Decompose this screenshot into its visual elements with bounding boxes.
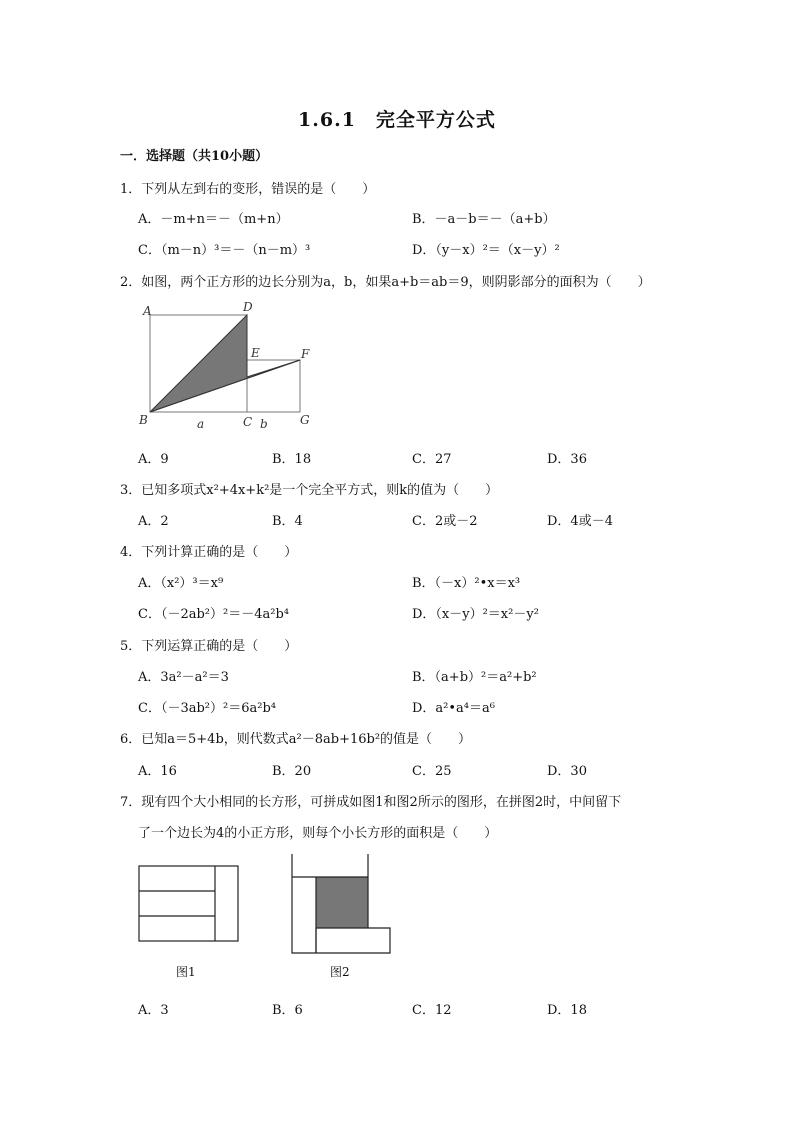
q5-option-c[interactable]: C．（－3ab²）²＝6a²b⁴ [138,701,276,716]
square-figure [140,300,320,435]
q5-option-b[interactable]: B．（a+b）²＝a²+b² [412,670,537,685]
label-b-point: B [139,413,148,427]
section-heading: 一．选择题（共10小题） [120,149,269,164]
q1-option-c[interactable]: C．（m－n）³＝－（n－m）³ [138,243,311,258]
question-6-stem: 6．已知a＝5+4b，则代数式a²－8ab+16b²的值是（ ） [120,732,472,747]
q7-option-a[interactable]: A．3 [138,1003,169,1018]
q3-option-a[interactable]: A．2 [138,514,169,529]
label-d-point: D [243,300,253,314]
fig1-outer [139,866,238,941]
q1-option-a[interactable]: A．－m+n＝－（m+n） [138,212,289,227]
q4-option-b[interactable]: B．（－x）²•x＝x³ [412,576,521,591]
q5-option-a[interactable]: A．3a²－a²＝3 [138,670,229,685]
fig2-shaded-square [316,877,368,928]
label-g-point: G [300,413,310,427]
question-1-stem: 1．下列从左到右的变形，错误的是（ ） [120,182,376,197]
q2-option-d[interactable]: D．36 [547,452,587,467]
question-7-stem-line2: 了一个边长为4的小正方形，则每个小长方形的面积是（ ） [138,826,498,841]
figure-2-caption: 图2 [330,965,350,979]
question-2-stem: 2．如图，两个正方形的边长分别为a，b，如果a+b＝ab＝9，则阴影部分的面积为（ ） [120,275,651,290]
q6-option-b[interactable]: B．20 [272,764,312,779]
q3-option-c[interactable]: C．2或－2 [412,514,478,529]
q2-option-a[interactable]: A．9 [138,452,169,467]
q7-option-c[interactable]: C．12 [412,1003,452,1018]
small-square [247,360,300,412]
figure-1 [138,865,240,943]
q4-option-d[interactable]: D．（x－y）²＝x²－y² [412,607,539,622]
figure-1-caption: 图1 [176,965,196,979]
q5-option-d[interactable]: D．a²•a⁴＝a⁶ [412,701,495,716]
q2-option-b[interactable]: B．18 [272,452,312,467]
q4-option-a[interactable]: A．（x²）³＝x⁹ [138,576,224,591]
q6-option-a[interactable]: A．16 [138,764,177,779]
q2-option-c[interactable]: C．27 [412,452,452,467]
q6-option-d[interactable]: D．30 [547,764,587,779]
question-5-stem: 5．下列运算正确的是（ ） [120,639,298,654]
label-a-point: A [143,304,152,318]
figure-2 [290,853,394,955]
fig2-bottom-rect [316,928,390,953]
label-side-a: a [197,417,205,431]
page-title: 1.6.1 完全平方公式 [298,109,496,131]
label-c-point: C [243,415,253,429]
q1-option-d[interactable]: D．（y－x）²＝（x－y）² [412,243,560,258]
q7-option-d[interactable]: D．18 [547,1003,587,1018]
question-4-stem: 4．下列计算正确的是（ ） [120,545,298,560]
shaded-region [150,315,300,412]
q3-option-d[interactable]: D．4或－4 [547,514,613,529]
label-f-point: F [301,347,310,361]
q1-option-b[interactable]: B．－a－b＝－（a+b） [412,212,556,227]
label-side-b: b [260,417,268,431]
label-e-point: E [251,346,260,360]
q3-option-b[interactable]: B．4 [272,514,303,529]
fig2-left-rect [292,854,316,953]
q6-option-c[interactable]: C．25 [412,764,452,779]
question-3-stem: 3．已知多项式x²+4x+k²是一个完全平方式，则k的值为（ ） [120,483,499,498]
question-7-stem-line1: 7．现有四个大小相同的长方形，可拼成如图1和图2所示的图形，在拼图2时，中间留下 [120,795,622,810]
q7-option-b[interactable]: B．6 [272,1003,303,1018]
q4-option-c[interactable]: C．（－2ab²）²＝－4a²b⁴ [138,607,289,622]
